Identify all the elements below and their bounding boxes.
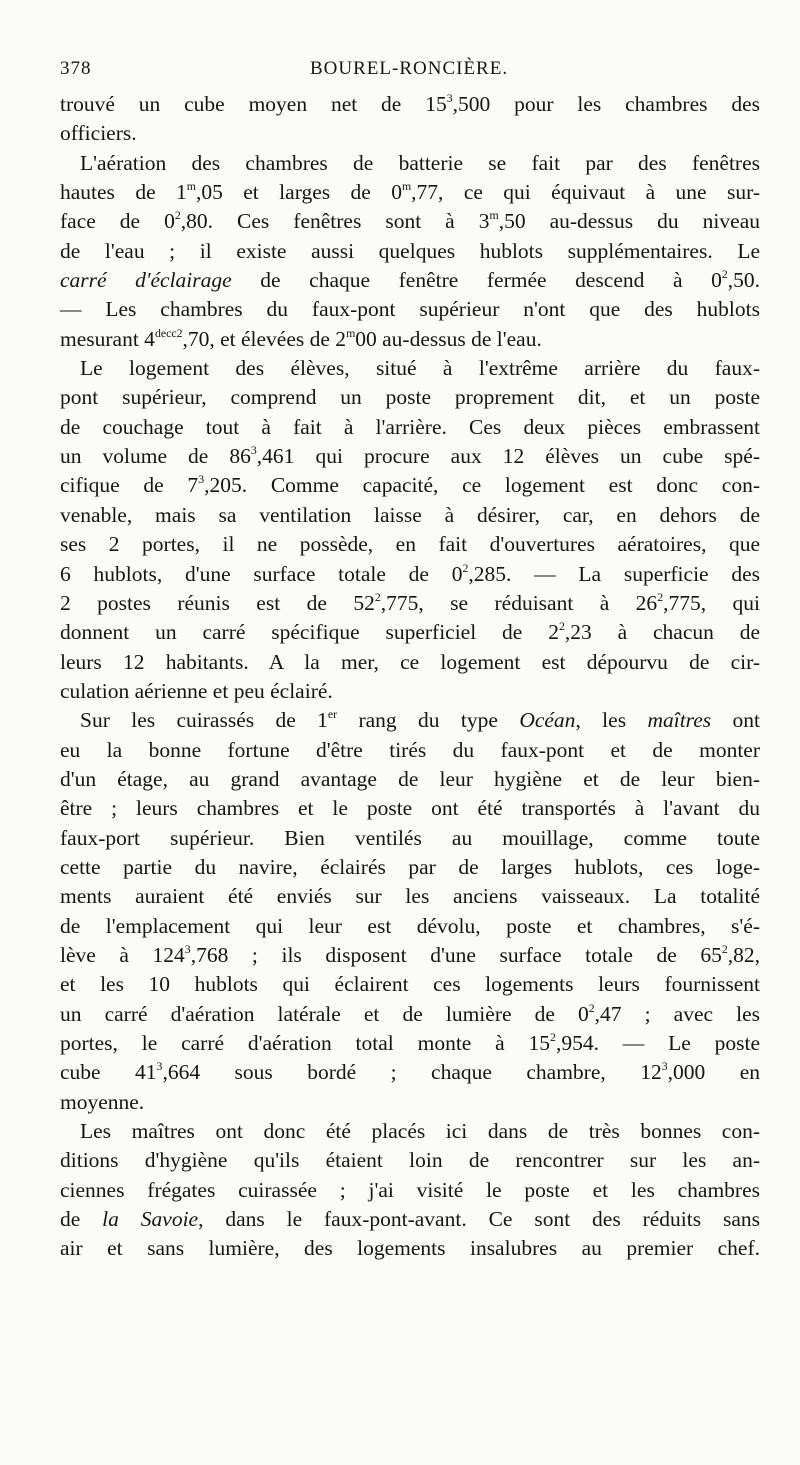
text-segment: ,000 en xyxy=(667,1060,760,1085)
text-segment: — Les chambres du faux-pont supérieur n'ont que des hublots xyxy=(60,297,760,322)
text-segment: venable, mais sa ventilation laisse à désirer, car, en dehors de xyxy=(60,502,760,527)
superscript: 2 xyxy=(462,560,469,575)
text-line xyxy=(60,912,760,941)
text-segment: de chaque fenêtre fermée descend à 0 xyxy=(231,268,722,293)
text-segment: L'aération des chambres de batterie se fait par des fenêtres xyxy=(80,150,760,175)
superscript: 3 xyxy=(198,472,205,487)
text-line xyxy=(60,1088,760,1117)
text-segment: ,664 sous bordé ; chaque chambre, 12 xyxy=(162,1060,662,1085)
text-segment: trouvé un cube moyen net de 15 xyxy=(60,92,447,116)
text-line xyxy=(60,207,760,236)
text-segment: Les maîtres ont donc été placés ici dans de très bonnes con- xyxy=(80,1119,760,1144)
italic-text: Océan xyxy=(519,708,576,733)
text-line xyxy=(60,824,760,853)
text-line xyxy=(60,90,760,119)
text-line xyxy=(60,413,760,442)
superscript: 2 xyxy=(721,942,728,957)
text-line xyxy=(60,237,760,266)
text-segment: ,775, qui xyxy=(663,590,760,615)
text-segment: cube 41 xyxy=(60,1060,157,1085)
text-segment: face de 0 xyxy=(60,209,175,234)
text-segment: ,461 qui procure aux 12 élèves un cube spé- xyxy=(256,444,760,469)
text-segment: ,23 à chacun de xyxy=(564,620,761,645)
text-line xyxy=(60,765,760,794)
text-segment: cifique de 7 xyxy=(60,473,199,498)
text-segment: cette partie du navire, éclairés par de larges hublots, ces loge- xyxy=(60,854,760,879)
text-segment: faux-port supérieur. Bien ventilés au mouillage, comme toute xyxy=(60,825,760,850)
text-segment: ,80. Ces fenêtres sont à 3 xyxy=(180,209,490,234)
text-line xyxy=(60,1029,760,1058)
text-line xyxy=(60,530,760,559)
text-segment: , les xyxy=(575,708,648,733)
text-line xyxy=(60,1117,760,1146)
text-segment: ciennes frégates cuirassée ; j'ai visité le poste et les chambres xyxy=(60,1177,760,1202)
text-segment: ,285. — La superficie des xyxy=(468,561,760,586)
text-line xyxy=(60,119,760,148)
text-segment: portes, le carré d'aération total monte à 15 xyxy=(60,1031,551,1055)
text-line xyxy=(60,501,760,530)
text-segment: ,775, se réduisant à 26 xyxy=(380,590,658,615)
superscript: 2 xyxy=(588,1000,595,1015)
text-line xyxy=(60,1058,760,1087)
text-segment: rang du type xyxy=(337,708,520,733)
text-segment: air et sans lumière, des logements insalubres au premier chef. xyxy=(60,1236,760,1261)
text-line xyxy=(60,1176,760,1205)
superscript: 2 xyxy=(721,267,728,282)
text-segment: un volume de 86 xyxy=(60,444,251,469)
text-segment: officiers. xyxy=(60,121,137,146)
text-segment: 6 hublots, d'une surface totale de 0 xyxy=(60,561,463,586)
text-line xyxy=(60,471,760,500)
text-segment: ,500 pour les chambres des xyxy=(452,92,760,116)
page-number: 378 xyxy=(60,58,92,79)
superscript: er xyxy=(327,707,338,722)
text-segment: ,768 ; ils disposent d'une surface totale de 65 xyxy=(190,942,722,967)
text-segment: ,05 et larges de 0 xyxy=(195,180,402,205)
superscript: decc2 xyxy=(154,325,183,340)
text-segment: ditions d'hygiène qu'ils étaient loin de rencontrer sur les an- xyxy=(60,1148,760,1173)
superscript: 3 xyxy=(446,91,453,106)
text-segment: hautes de 1 xyxy=(60,180,187,205)
text-segment: un carré d'aération latérale et de lumière de 0 xyxy=(60,1001,589,1026)
text-segment: ments auraient été enviés sur les anciens vaisseaux. La totalité xyxy=(60,884,760,909)
text-line xyxy=(60,1234,760,1263)
text-line xyxy=(60,941,760,970)
text-segment: moyenne. xyxy=(60,1089,145,1114)
text-line xyxy=(60,266,760,295)
text-line xyxy=(60,1146,760,1175)
text-line xyxy=(60,149,760,178)
superscript: 2 xyxy=(558,619,565,634)
text-segment: et les 10 hublots qui éclairent ces logements leurs fournissent xyxy=(60,972,760,997)
superscript: 3 xyxy=(156,1059,163,1074)
superscript: m xyxy=(186,179,196,194)
text-segment: d'un étage, au grand avantage de leur hygiène et de leur bien- xyxy=(60,766,760,791)
running-title: BOUREL-RONCIÈRE. xyxy=(310,58,509,79)
book-page xyxy=(60,58,760,1264)
superscript: 2 xyxy=(657,589,664,604)
superscript: m xyxy=(346,325,356,340)
italic-text: la Savoie xyxy=(102,1207,199,1232)
superscript: m xyxy=(489,208,499,223)
text-segment: de couchage tout à fait à l'arrière. Ces deux pièces embrassent xyxy=(60,414,760,439)
superscript: 3 xyxy=(661,1059,668,1074)
text-line xyxy=(60,442,760,471)
text-segment: Le logement des élèves, situé à l'extrême arrière du faux- xyxy=(80,356,760,381)
text-segment: ,77, ce qui équivaut à une sur- xyxy=(411,180,761,205)
text-line xyxy=(60,618,760,647)
text-segment: ,70, et élevées de 2 xyxy=(182,326,347,351)
text-segment: de l'eau ; il existe aussi quelques hublots supplémentaires. Le xyxy=(60,238,760,263)
text-line xyxy=(60,882,760,911)
text-segment: leurs 12 habitants. A la mer, ce logement est dépourvu de cir- xyxy=(60,649,760,674)
text-segment: , dans le faux-pont-avant. Ce sont des réduits sans xyxy=(198,1207,760,1232)
italic-text: maîtres xyxy=(647,708,712,733)
text-line xyxy=(60,736,760,765)
running-header xyxy=(60,58,760,88)
superscript: m xyxy=(401,179,412,194)
text-line xyxy=(60,706,760,735)
text-segment: culation aérienne et peu éclairé. xyxy=(60,678,333,703)
italic-text: carré d'éclairage xyxy=(60,268,232,293)
text-segment: lève à 124 xyxy=(60,942,185,967)
text-line xyxy=(60,178,760,207)
superscript: 3 xyxy=(250,443,257,458)
text-line xyxy=(60,589,760,618)
text-line xyxy=(60,648,760,677)
text-segment: ,50 au-dessus du niveau xyxy=(498,209,760,234)
text-segment: 2 postes réunis est de 52 xyxy=(60,590,375,615)
text-segment: 00 au-dessus de l'eau. xyxy=(355,326,542,351)
text-line xyxy=(60,677,760,706)
text-segment: ,205. Comme capacité, ce logement est donc con- xyxy=(204,473,760,498)
text-segment: donnent un carré spécifique superficiel de 2 xyxy=(60,620,559,645)
text-line xyxy=(60,354,760,383)
text-segment: ,954. — Le poste xyxy=(555,1031,760,1055)
text-line xyxy=(60,853,760,882)
superscript: 2 xyxy=(174,208,181,223)
text-segment: ont xyxy=(711,708,761,733)
text-segment: Sur les cuirassés de 1 xyxy=(80,708,328,733)
text-line xyxy=(60,1000,760,1029)
text-segment: mesurant 4 xyxy=(60,326,155,351)
text-segment: de xyxy=(60,1207,103,1232)
text-line xyxy=(60,383,760,412)
text-segment: ,50. xyxy=(727,268,760,293)
superscript: 2 xyxy=(374,589,381,604)
text-segment: ,47 ; avec les xyxy=(594,1001,760,1026)
text-segment: ses 2 portes, il ne possède, en fait d'ouvertures aératoires, que xyxy=(60,532,760,557)
text-segment: pont supérieur, comprend un poste proprement dit, et un poste xyxy=(60,385,760,410)
superscript: 2 xyxy=(550,1030,556,1045)
text-line xyxy=(60,325,760,354)
text-line xyxy=(60,560,760,589)
text-segment: de l'emplacement qui leur est dévolu, poste et chambres, s'é- xyxy=(60,913,760,938)
text-line xyxy=(60,1205,760,1234)
superscript: 3 xyxy=(184,942,191,957)
text-segment: être ; leurs chambres et le poste ont été transportés à l'avant du xyxy=(60,796,760,821)
text-segment: eu la bonne fortune d'être tirés du faux-pont et de monter xyxy=(60,737,760,762)
body-text xyxy=(60,90,760,1264)
text-line xyxy=(60,295,760,324)
text-line xyxy=(60,970,760,999)
text-line xyxy=(60,794,760,823)
text-segment: ,82, xyxy=(727,942,760,967)
